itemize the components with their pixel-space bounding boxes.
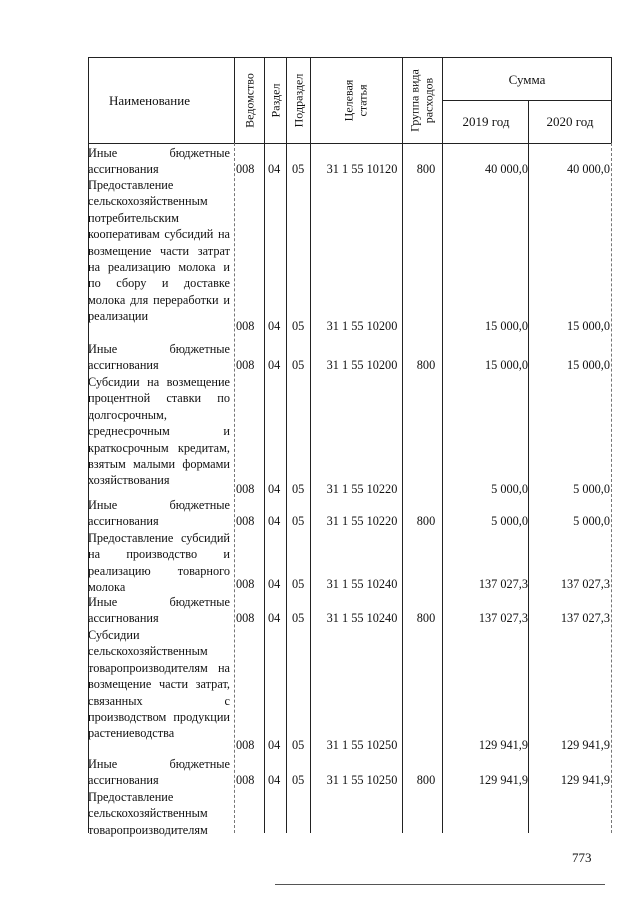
row-sum-2019: 15 000,0 [484,319,528,333]
row-sum-2020: 129 941,9 [560,773,610,787]
page-number: 773 [572,850,592,865]
header-year1: 2019 год [462,114,510,129]
table-row [88,530,612,596]
header-podrazdel: Подраздел [291,73,306,128]
row-razdel: 04 [268,162,281,176]
row-sum-2020: 5 000,0 [573,514,610,528]
row-celevaya: 31 1 55 10250 [326,738,398,752]
header-razdel-cell [265,58,287,143]
table-row [88,594,612,628]
row-vedomstvo: 008 [236,773,255,787]
row-sum-2019: 15 000,0 [484,358,528,372]
row-sum-2020: 5 000,0 [573,482,610,496]
header-summa: Сумма [508,72,546,87]
table-row [88,756,612,790]
row-podrazdel: 05 [292,358,305,372]
row-sum-2019: 129 941,9 [478,773,528,787]
row-sum-2020: 129 941,9 [560,738,610,752]
row-name: Иные бюджетные ассигнования [88,498,230,529]
header-name-cell [89,58,235,143]
table-row [88,374,612,504]
table-row [88,341,612,375]
row-podrazdel: 05 [292,514,305,528]
row-sum-2019: 137 027,3 [478,611,528,625]
row-vedomstvo: 008 [236,577,255,591]
header-vedomstvo: Ведомство [242,73,257,128]
header-gruppa-line1: Группа вида [407,69,422,132]
row-razdel: 04 [268,482,281,496]
header-name: Наименование [109,93,190,108]
table-row [88,177,612,342]
row-celevaya: 31 1 55 10250 [326,773,398,787]
header-summa-cell [443,58,611,101]
row-sum-2019: 129 941,9 [478,738,528,752]
row-name: Предоставление субсидий на производство и реализацию товарного молока [88,531,230,595]
header-celevaya-cell [311,58,403,143]
header-gruppa-line2: расходов [421,77,436,124]
row-vedomstvo: 008 [236,162,255,176]
row-razdel: 04 [268,738,281,752]
row-celevaya: 31 1 55 10120 [326,162,398,176]
row-celevaya: 31 1 55 10200 [326,319,398,333]
row-sum-2020: 15 000,0 [566,358,610,372]
row-vedomstvo: 008 [236,611,255,625]
row-podrazdel: 05 [292,319,305,333]
row-name: Иные бюджетные ассигнования [88,146,230,177]
row-razdel: 04 [268,577,281,591]
row-gruppa: 800 [416,773,436,787]
row-sum-2020: 137 027,3 [560,611,610,625]
table-row [88,789,612,835]
row-name: Иные бюджетные ассигнования [88,595,230,626]
row-podrazdel: 05 [292,738,305,752]
row-vedomstvo: 008 [236,514,255,528]
row-gruppa: 800 [416,162,436,176]
row-celevaya: 31 1 55 10240 [326,611,398,625]
row-razdel: 04 [268,773,281,787]
row-celevaya: 31 1 55 10220 [326,514,398,528]
header-celevaya-line1: Целевая [341,79,356,122]
header-year2: 2020 год [546,114,594,129]
row-podrazdel: 05 [292,482,305,496]
header-celevaya-line2: статья [355,84,370,117]
header-podrazdel-cell [287,58,311,143]
footer-rule [275,884,605,885]
row-gruppa: 800 [416,358,436,372]
row-sum-2019: 5 000,0 [491,514,528,528]
row-podrazdel: 05 [292,577,305,591]
row-podrazdel: 05 [292,162,305,176]
row-vedomstvo: 008 [236,482,255,496]
row-podrazdel: 05 [292,773,305,787]
row-vedomstvo: 008 [236,738,255,752]
row-name: Субсидии на возмещение процентной ставки по долгосрочным, среднесрочным и краткосрочным кредитам, взятым малыми формами хозяйствования [88,375,230,488]
row-sum-2020: 137 027,3 [560,577,610,591]
row-name: Иные бюджетные ассигнования [88,757,230,788]
table-row [88,497,612,531]
header-gruppa-cell [403,58,443,143]
header-razdel: Раздел [268,83,283,118]
row-sum-2020: 40 000,0 [566,162,610,176]
row-razdel: 04 [268,358,281,372]
row-celevaya: 31 1 55 10220 [326,482,398,496]
row-razdel: 04 [268,319,281,333]
row-podrazdel: 05 [292,611,305,625]
row-razdel: 04 [268,514,281,528]
table-header [88,57,612,144]
row-name: Предоставление сельскохозяйственным потребительским кооперативам субсидий на возмещение части затрат на реализацию молока и по сбору и доставке молока для переработки и реализации [88,178,230,324]
row-razdel: 04 [268,611,281,625]
row-celevaya: 31 1 55 10200 [326,358,398,372]
row-sum-2019: 40 000,0 [484,162,528,176]
row-sum-2020: 15 000,0 [566,319,610,333]
row-celevaya: 31 1 55 10240 [326,577,398,591]
row-gruppa: 800 [416,611,436,625]
row-sum-2019: 137 027,3 [478,577,528,591]
row-vedomstvo: 008 [236,319,255,333]
row-name: Субсидии сельскохозяйственным товаропроизводителям на возмещение части затрат, связанных с производством продукции растениеводства [88,628,230,741]
row-name: Иные бюджетные ассигнования [88,342,230,373]
row-sum-2019: 5 000,0 [491,482,528,496]
row-gruppa: 800 [416,514,436,528]
header-vedomstvo-cell [235,58,265,143]
header-year2-cell [529,101,611,143]
header-year1-cell [443,101,529,143]
table-row [88,627,612,757]
table-row [88,145,612,179]
row-name: Предоставление сельскохозяйственным товаропроизводителям [88,790,208,837]
row-vedomstvo: 008 [236,358,255,372]
